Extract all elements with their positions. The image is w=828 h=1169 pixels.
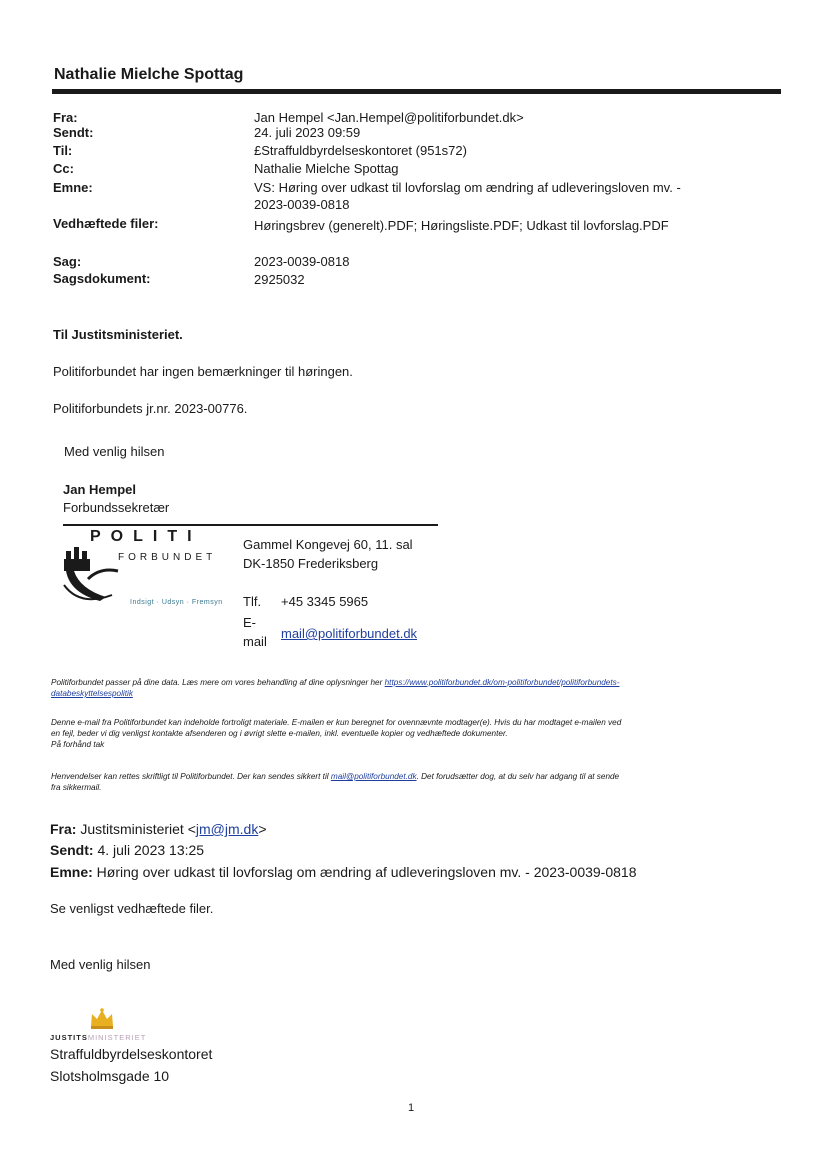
header-value-subject: VS: Høring over udkast til lovforslag om ændring af udleveringsloven mv. -: [254, 180, 681, 195]
logo-ministeriet: MINISTERIET: [87, 1033, 147, 1042]
header-label-sent: Sendt:: [53, 125, 94, 140]
secure-mail-link[interactable]: mail@politiforbundet.dk: [330, 772, 417, 781]
fwd-from-label: Fra:: [50, 821, 77, 837]
privacy-policy-link-cont[interactable]: databeskyttelsespolitik: [51, 689, 133, 698]
fwd-sent-label: Sendt:: [50, 842, 94, 858]
phone-label: Tlf.: [243, 594, 262, 609]
fwd-subject-value: Høring over udkast til lovforslag om ændring af udleveringsloven mv. - 2023-0039-0818: [92, 864, 637, 880]
disclaimer-data: [51, 677, 781, 699]
signature-name: Jan Hempel: [63, 482, 136, 497]
police-logo-icon: [60, 545, 130, 607]
disclaimer-conf-line-3: På forhånd tak: [51, 740, 105, 749]
closing: Med venlig hilsen: [64, 444, 165, 459]
fwd-closing: Med venlig hilsen: [50, 957, 151, 972]
fwd-from-name: Justitsministeriet <: [76, 821, 196, 837]
logo-justits: JUSTITS: [50, 1033, 88, 1042]
header-label-attachments: Vedhæftede filer:: [53, 216, 159, 231]
disclaimer-conf-line-2: en fejl, beder vi dig venligst kontakte afsenderen og i øvrigt slette e-mailen, inkl. eventuelle kopier og vedhæftede dokumenter.: [51, 729, 508, 738]
email-label-1: E-: [243, 615, 256, 630]
fwd-sent: [50, 842, 204, 858]
email-label-2: mail: [243, 634, 267, 649]
phone-number: +45 3345 5965: [281, 594, 369, 609]
disclaimer-conf-line-1: Denne e-mail fra Politiforbundet kan indeholde fortroligt materiale. E-mailen er kun beregnet for ovennævnte modtager(e). Hvis du har modtaget e-mailen ved: [51, 718, 622, 727]
header-value-to: £Straffuldbyrdelseskontoret (951s72): [254, 143, 467, 158]
sender-name: Nathalie Mielche Spottag: [54, 66, 244, 83]
header-value-case: 2023-0039-0818: [254, 254, 350, 269]
header-label-cc: Cc:: [53, 161, 74, 176]
fwd-subject-label: Emne:: [50, 864, 93, 880]
header-value-attachments[interactable]: Høringsbrev (generelt).PDF; Høringsliste.PDF; Udkast til lovforslag.PDF: [254, 218, 669, 233]
header-divider: [52, 89, 781, 94]
body-line-2: Politiforbundets jr.nr. 2023-00776.: [53, 401, 248, 416]
office-name: Straffuldbyrdelseskontoret: [50, 1046, 213, 1062]
logo-politi-title: POLITI: [90, 528, 202, 545]
header-value-casedoc: 2925032: [254, 272, 305, 287]
page-number: 1: [408, 1102, 415, 1114]
header-label-to: Til:: [53, 143, 73, 158]
office-address: Slotsholmsgade 10: [50, 1068, 170, 1084]
address-line-2: DK-1850 Frederiksberg: [243, 556, 379, 571]
fwd-subject: [50, 864, 636, 880]
signature-email-link[interactable]: mail@politiforbundet.dk: [281, 626, 418, 641]
disclaimer-secure-text-cont: . Det forudsætter dog, at du selv har adgang til at sende: [416, 772, 620, 781]
disclaimer-secure-text: Henvendelser kan rettes skriftligt til Politiforbundet. Der kan sendes sikkert til: [51, 772, 331, 781]
crown-icon: [89, 1008, 115, 1030]
fwd-from-email-link[interactable]: jm@jm.dk: [195, 821, 259, 837]
disclaimer-confidential: [51, 717, 781, 750]
fwd-body-line: Se venligst vedhæftede filer.: [50, 901, 214, 916]
logo-forbundet-sub: FORBUNDET: [118, 552, 217, 563]
header-label-subject: Emne:: [53, 180, 93, 195]
header-label-casedoc: Sagsdokument:: [53, 271, 151, 286]
header-label-from: Fra:: [53, 110, 78, 125]
header-value-from: Jan Hempel <Jan.Hempel@politiforbundet.dk>: [254, 110, 524, 125]
disclaimer-secure-line-2: fra sikkermail.: [51, 783, 102, 792]
logo-tagline: Indsigt · Udsyn · Fremsyn: [130, 599, 223, 606]
fwd-from: [50, 821, 267, 837]
header-value-cc: Nathalie Mielche Spottag: [254, 161, 399, 176]
signature-title: Forbundssekretær: [63, 500, 170, 515]
header-value-sent: 24. juli 2023 09:59: [254, 125, 361, 140]
fwd-from-close: >: [258, 821, 267, 837]
disclaimer-data-text: Politiforbundet passer på dine data. Læs mere om vores behandling af dine oplysninger her: [51, 678, 385, 687]
greeting: Til Justitsministeriet.: [53, 327, 183, 342]
body-line-1: Politiforbundet har ingen bemærkninger til høringen.: [53, 364, 353, 379]
address-line-1: Gammel Kongevej 60, 11. sal: [243, 537, 413, 552]
justitsministeriet-logo: [50, 1033, 146, 1042]
disclaimer-secure-mail: [51, 771, 781, 793]
fwd-sent-value: 4. juli 2023 13:25: [93, 842, 205, 858]
signature-divider: [63, 524, 438, 526]
privacy-policy-link[interactable]: https://www.politiforbundet.dk/om-politiforbundet/politiforbundets-: [384, 678, 620, 687]
header-label-case: Sag:: [53, 254, 82, 269]
header-value-subject-cont: 2023-0039-0818: [254, 197, 350, 212]
